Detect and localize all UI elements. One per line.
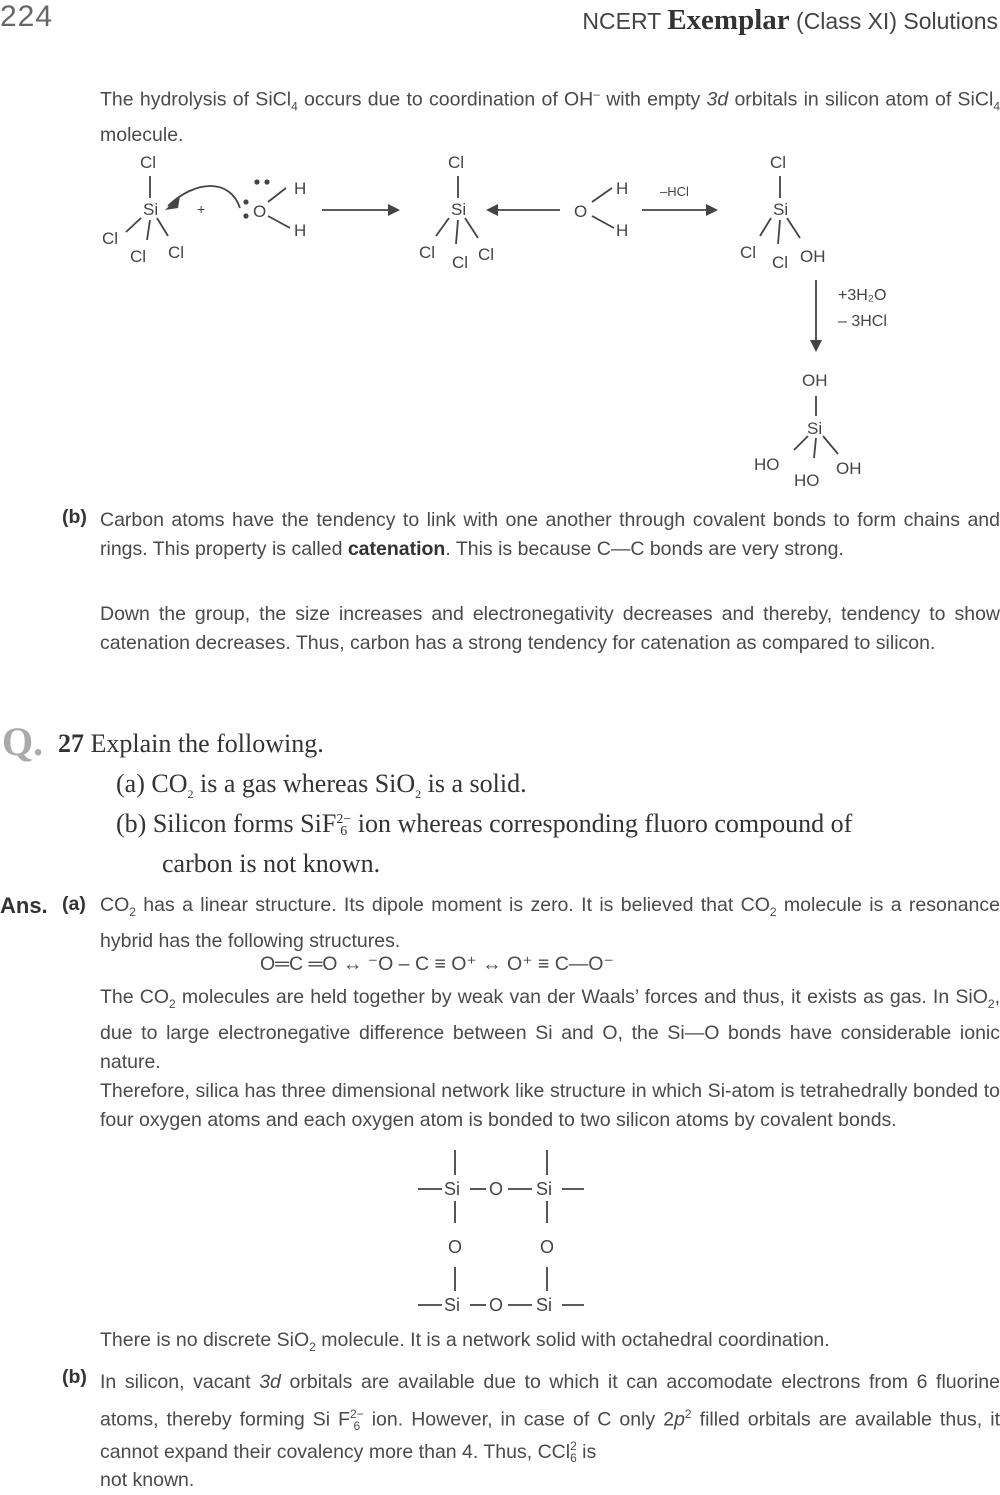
- cl-label: Cl: [130, 247, 147, 266]
- resonance-structures: O═C ═O ↔ ⁻O – C ≡ O⁺ ↔ O⁺ ≡ C—O⁻: [260, 953, 614, 975]
- frac-bottom: 6: [570, 1451, 577, 1466]
- question-part-b: [116, 804, 1000, 844]
- p1-text: Carbon atoms have the tendency to link with one another through covalent bonds to form chains and rings. This property is called: [100, 509, 1000, 560]
- page-number: 224: [0, 0, 54, 33]
- ans-text: orbitals are available due to which it can accomodate electrons from 6 fluorine atoms, thereby forming Si F: [100, 1371, 1000, 1431]
- ho-label: HO: [754, 455, 780, 474]
- cl-label: Cl: [740, 243, 757, 262]
- ans-text: There is no discrete SiO: [100, 1329, 310, 1351]
- answer-a-label: (a): [62, 893, 86, 915]
- h-label: H: [616, 221, 629, 240]
- o-label: O: [489, 1179, 504, 1199]
- o-label: O: [540, 1237, 555, 1257]
- cl-label: Cl: [448, 153, 465, 172]
- ans-text: In silicon, vacant: [100, 1371, 260, 1393]
- question-part-b-cont: carbon is not known.: [162, 849, 381, 878]
- si-label: Si: [773, 200, 789, 219]
- plus-water-label: +3H₂O: [838, 287, 887, 304]
- ans-text: CO: [100, 894, 130, 916]
- ans-text: is: [576, 1440, 597, 1463]
- ans-text: filled orbitals are available thus, it cannot expand their covalency more than 4. Thus, CCl: [100, 1408, 1000, 1463]
- h-label: H: [294, 179, 307, 198]
- answer-a-paragraph-1: [100, 891, 1000, 956]
- cl-label: Cl: [168, 243, 185, 262]
- answer-a-paragraph-2: [100, 983, 1000, 1077]
- ans-italic: p: [674, 1408, 685, 1431]
- answer-b-label: (b): [62, 1366, 87, 1388]
- q-text: is a gas whereas SiO: [193, 769, 416, 798]
- cl-label: Cl: [102, 229, 119, 248]
- intro-sub: 4: [291, 99, 298, 114]
- question-title-line: [58, 724, 324, 764]
- intro-text: with empty: [599, 88, 707, 111]
- intro-sup: –: [593, 87, 600, 101]
- q-frac-top: 2−: [336, 812, 352, 828]
- h-label: H: [616, 179, 629, 198]
- ans-text: molecule is a resonance hybrid has the following structures.: [100, 894, 1000, 952]
- intro-text: orbitals in silicon atom of SiCl: [728, 88, 994, 111]
- minus-3hcl-label: – 3HCl: [838, 313, 887, 330]
- q-frac-bottom: 6: [340, 824, 348, 840]
- frac-top: 2: [570, 1439, 577, 1454]
- cl-label: Cl: [452, 253, 469, 272]
- minus-hcl-label: –HCl: [660, 184, 689, 199]
- part-b-paragraph-1: [100, 506, 1000, 564]
- question-mark-label: Q.: [2, 719, 44, 764]
- ans-text: , due to large electronegative difference between Si and O, the Si—O bonds have considerable ionic nature.: [100, 986, 1000, 1073]
- ans-sub: 2: [309, 1339, 316, 1354]
- ans-text: ion. However, in case of C only 2: [363, 1408, 675, 1431]
- oh-label: OH: [802, 371, 828, 390]
- intro-text: The hydrolysis of SiCl: [100, 88, 292, 111]
- ho-label: HO: [794, 471, 820, 490]
- frac-bottom: 6: [353, 1419, 361, 1434]
- o-label: O: [489, 1295, 504, 1315]
- cl-label: Cl: [478, 245, 495, 264]
- si-label: Si: [143, 200, 159, 219]
- catenation-term: catenation: [347, 538, 446, 560]
- question-number: 27: [58, 729, 84, 758]
- o-label: O: [253, 202, 267, 221]
- ans-text: molecules are held together by weak van der Waals’ forces and thus, it exists as gas. In SiO: [175, 986, 988, 1008]
- ans-text: has a linear structure. Its dipole moment is zero. It is believed that CO: [135, 894, 770, 916]
- intro-text: molecule.: [100, 124, 184, 147]
- cl-label: Cl: [770, 153, 787, 172]
- q-text: Silicon forms SiF: [152, 809, 337, 838]
- ans-sub: 2: [169, 996, 176, 1011]
- si-label: Si: [444, 1295, 461, 1315]
- p1-text: . This is because C—C bonds are very strong.: [445, 538, 844, 560]
- si-label: Si: [807, 419, 823, 438]
- h-label: H: [294, 221, 307, 240]
- q-text: CO: [151, 769, 188, 798]
- part-b-paragraph-2: Down the group, the size increases and electronegativity decreases and thereby, tendency to show catenation decreases. Thus, carbon has a strong tendency for catenation as compared to silicon.: [100, 603, 1000, 654]
- q-sub: 2: [187, 787, 194, 802]
- plus-label: +: [197, 201, 206, 217]
- q-text: ion whereas corresponding fluoro compound of: [351, 809, 853, 838]
- title-post: (Class XI) Solutions: [796, 8, 998, 34]
- o-label: O: [574, 202, 588, 221]
- cl-label: Cl: [419, 243, 436, 262]
- frac-top: 2−: [350, 1407, 364, 1422]
- title-pre: NCERT: [582, 8, 661, 34]
- hydrolysis-diagram: [0, 140, 1000, 500]
- silica-network-diagram: [400, 1145, 600, 1325]
- cl-label: Cl: [772, 253, 789, 272]
- intro-italic: 3d: [706, 88, 729, 111]
- q-sub: 2: [415, 787, 422, 802]
- q-b-label: (b): [116, 809, 147, 838]
- o-label: O: [448, 1237, 463, 1257]
- si-label: Si: [444, 1179, 461, 1199]
- answer-a-paragraph-3: Therefore, silica has three dimensional network like structure in which Si-atom is tetrahedrally bonded to four oxygen atoms and each oxygen atom is bonded to two silicon atoms by covalent bonds.: [100, 1080, 1000, 1131]
- title-bold: Exemplar: [667, 4, 790, 36]
- answer-a-paragraph-4: [100, 1326, 1000, 1362]
- ans-text: The CO: [100, 986, 170, 1008]
- intro-sub: 4: [993, 99, 1000, 114]
- question-title: Explain the following.: [90, 729, 324, 758]
- answer-b-last-line: not known.: [100, 1469, 195, 1491]
- q-a-label: (a): [116, 769, 145, 798]
- si-label: Si: [451, 200, 467, 219]
- oh-label: OH: [800, 247, 826, 266]
- si-label: Si: [536, 1179, 553, 1199]
- si-label: Si: [536, 1295, 553, 1315]
- ans-sub: 2: [769, 904, 777, 919]
- answer-label: Ans.: [0, 893, 48, 918]
- book-title: [582, 4, 998, 37]
- ans-text: molecule. It is a network solid with octahedral coordination.: [315, 1329, 830, 1351]
- ans-sub: 2: [987, 996, 995, 1011]
- oh-label: OH: [836, 459, 862, 478]
- answer-b-paragraph: [100, 1366, 1000, 1468]
- cl-label: Cl: [140, 153, 157, 172]
- intro-text: occurs due to coordination of OH: [297, 88, 594, 111]
- ans-italic: 3d: [259, 1371, 281, 1393]
- q-text: is a solid.: [421, 769, 527, 798]
- ans-sup: 2: [684, 1407, 692, 1421]
- ans-sub: 2: [129, 904, 136, 919]
- part-b-label: (b): [62, 506, 87, 528]
